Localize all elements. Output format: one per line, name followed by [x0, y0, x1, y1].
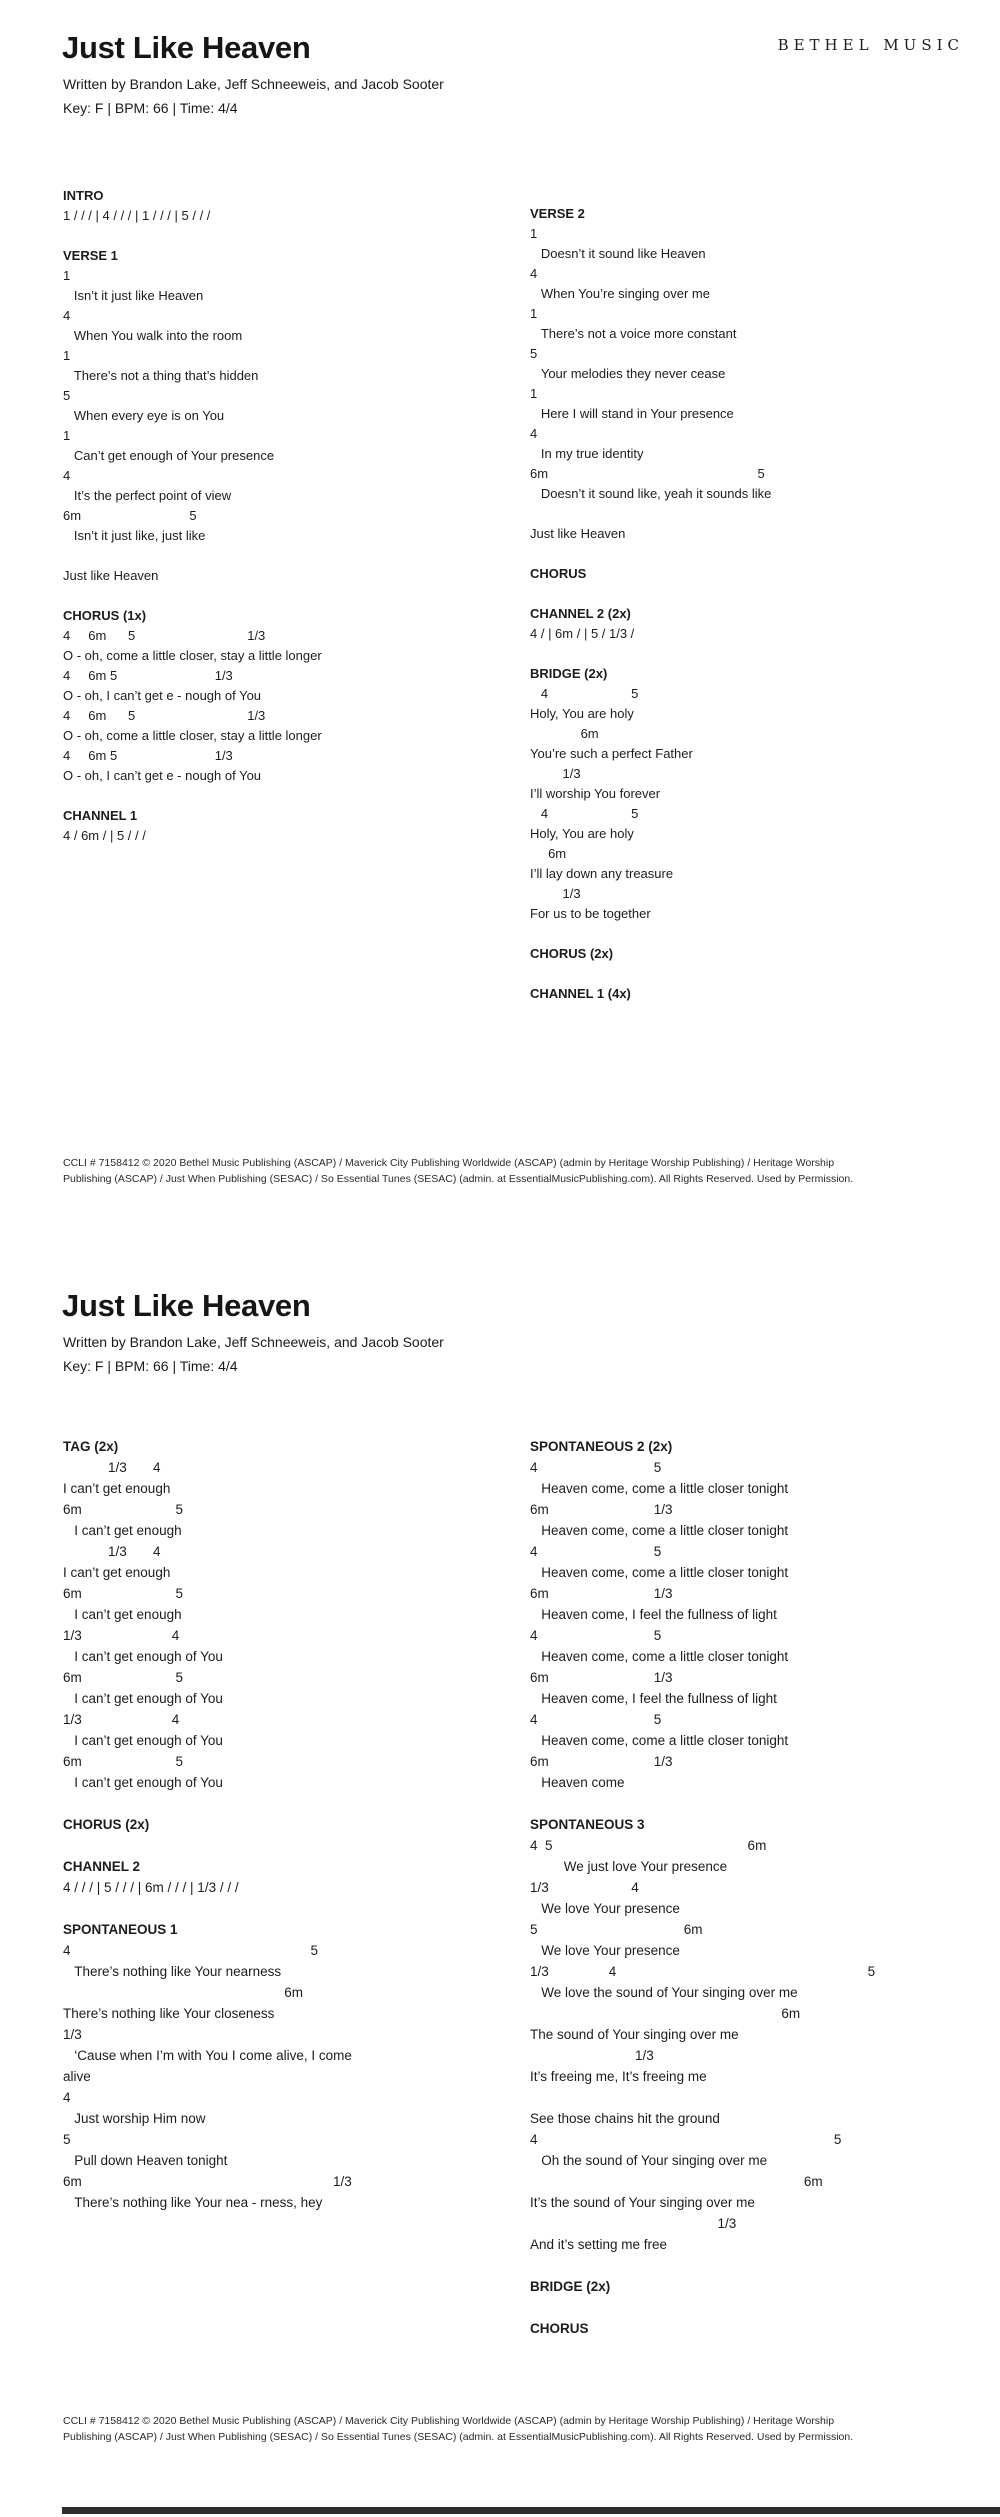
song-section — [63, 606, 493, 786]
song-section — [530, 564, 960, 584]
chart-line: For us to be together — [530, 906, 651, 921]
song-section — [63, 1436, 373, 1793]
chart-line: 6m 1/3 — [530, 1586, 673, 1601]
section-heading: CHANNEL 2 — [63, 1859, 141, 1874]
chart-line: 1/3 — [63, 2027, 82, 2042]
chart-line: Isn’t it just like, just like — [63, 528, 206, 543]
song-section — [530, 2276, 930, 2297]
chart-line: 1 — [530, 226, 538, 241]
chart-line: 1 — [63, 348, 71, 363]
chart-line: 6m 1/3 — [530, 1670, 673, 1685]
chart-line: I can’t get enough — [63, 1523, 182, 1538]
chart-line: Your melodies they never cease — [530, 366, 726, 381]
chart-line: ‘Cause when I’m with You I come alive, I come alive — [63, 2048, 356, 2084]
chart-line: 1/3 4 — [63, 1460, 161, 1475]
page-2 — [0, 1258, 1000, 2517]
chart-line: The sound of Your singing over me — [530, 2027, 739, 2042]
chart-line: There’s nothing like Your nearness — [63, 1964, 282, 1979]
bottom-divider-bar — [62, 2507, 1000, 2514]
chart-line: 1/3 4 — [530, 1880, 639, 1895]
chart-line — [530, 2087, 930, 2108]
chart-line: Holy, You are holy — [530, 706, 634, 721]
chart-line: Heaven come, come a little closer tonight — [530, 1523, 789, 1538]
chart-line: 4 / / / | 5 / / / | 6m / / / | 1/3 / / / — [63, 1880, 239, 1895]
chart-line: It’s freeing me, It’s freeing me — [530, 2069, 707, 2084]
chart-line: 6m — [63, 1985, 304, 2000]
chart-line: Just like Heaven — [530, 526, 626, 541]
song-section — [530, 664, 960, 924]
chart-line: 4 — [63, 2090, 71, 2105]
section-heading: CHANNEL 1 (4x) — [530, 986, 631, 1001]
chart-line: Doesn’t it sound like Heaven — [530, 246, 706, 261]
chart-line: Doesn’t it sound like, yeah it sounds like — [530, 486, 772, 501]
song-section — [530, 2318, 930, 2339]
chart-line: There’s nothing like Your nea - rness, hey — [63, 2195, 323, 2210]
chart-line: I can’t get enough of You — [63, 1775, 223, 1790]
song-section — [63, 246, 493, 586]
song-section — [530, 944, 960, 964]
chart-line: Pull down Heaven tonight — [63, 2153, 228, 2168]
chart-line: 1/3 4 5 — [530, 1964, 876, 1979]
chart-line: We love the sound of Your singing over me — [530, 1985, 798, 2000]
chart-line: 6m — [530, 726, 599, 741]
chart-line: We just love Your presence — [530, 1859, 728, 1874]
chart-line: 1 — [530, 306, 538, 321]
chart-line: When You’re singing over me — [530, 286, 710, 301]
chart-line: I can’t get enough of You — [63, 1733, 223, 1748]
song-section — [530, 1436, 930, 1793]
chart-line: O - oh, I can’t get e - nough of You — [63, 688, 262, 703]
writers-byline: Written by Brandon Lake, Jeff Schneeweis, and Jacob Sooter — [63, 76, 444, 92]
chart-line: I can’t get enough of You — [63, 1649, 223, 1664]
chart-line: 1/3 4 — [63, 1544, 161, 1559]
section-heading: CHANNEL 2 (2x) — [530, 606, 631, 621]
chart-column-right — [530, 1436, 930, 2360]
chart-column-right — [530, 204, 960, 1024]
song-section — [530, 1814, 930, 2255]
chart-column-left — [63, 186, 493, 866]
chart-line: When every eye is on You — [63, 408, 225, 423]
chart-line: I can’t get enough — [63, 1565, 171, 1580]
chart-line: 4 5 — [530, 1460, 662, 1475]
chart-line: 4 5 — [530, 806, 639, 821]
chart-line: 1/3 — [530, 2048, 654, 2063]
chart-line: 4 6m 5 1/3 — [63, 668, 233, 683]
chart-line: 6m 5 — [530, 466, 765, 481]
section-heading: BRIDGE (2x) — [530, 2279, 611, 2294]
chart-line: 6m — [530, 2006, 801, 2021]
chart-line: I’ll lay down any treasure — [530, 866, 674, 881]
chart-line: 1 — [63, 268, 71, 283]
section-heading: INTRO — [63, 188, 104, 203]
chart-line: 4 5 — [530, 1628, 662, 1643]
chart-line: 4 5 — [530, 1544, 662, 1559]
chart-line: I can’t get enough — [63, 1481, 171, 1496]
chart-line: We love Your presence — [530, 1901, 680, 1916]
chart-line: 5 — [63, 388, 71, 403]
song-section — [63, 806, 493, 846]
chart-line: 1/3 — [530, 886, 581, 901]
chart-line: 6m 5 — [63, 508, 197, 523]
key-bpm-time: Key: F | BPM: 66 | Time: 4/4 — [63, 100, 238, 116]
chart-line: 6m 5 — [63, 1754, 184, 1769]
chart-line: Heaven come — [530, 1775, 625, 1790]
chart-line: O - oh, come a little closer, stay a little longer — [63, 648, 322, 663]
chart-line: 6m — [530, 846, 567, 861]
chart-line: You’re such a perfect Father — [530, 746, 693, 761]
chart-line: 6m 1/3 — [530, 1754, 673, 1769]
section-heading: TAG (2x) — [63, 1439, 119, 1454]
chart-line: When You walk into the room — [63, 328, 243, 343]
section-heading: VERSE 2 — [530, 206, 585, 221]
section-heading: CHORUS — [530, 566, 587, 581]
chart-line: 6m — [530, 2174, 823, 2189]
chart-line: O - oh, I can’t get e - nough of You — [63, 768, 262, 783]
chart-line: 6m 1/3 — [530, 1502, 673, 1517]
chart-line: 1/3 — [530, 2216, 737, 2231]
chart-line: 1/3 4 — [63, 1628, 180, 1643]
chart-line: O - oh, come a little closer, stay a little longer — [63, 728, 322, 743]
chart-line: There’s not a voice more constant — [530, 326, 737, 341]
song-section — [63, 1919, 373, 2213]
section-heading: VERSE 1 — [63, 248, 118, 263]
ccli-copyright-footer: CCLI # 7158412 © 2020 Bethel Music Publishing (ASCAP) / Maverick City Publishing Worldwide (ASCAP) (admin by Heritage Worship Publishing) / Heritage Worship Publishing (ASCAP) / Just When Publishing (SESAC) / So Essential Tunes (SESAC) (admin. at EssentialMusicPublishing.com). All Rights Reserved. Used by Permission. — [63, 2415, 854, 2443]
chart-line: 4 6m 5 1/3 — [63, 708, 266, 723]
chart-line: 6m 5 — [63, 1670, 184, 1685]
section-heading: CHORUS (1x) — [63, 608, 147, 623]
song-section — [63, 1856, 373, 1898]
chart-line: Holy, You are holy — [530, 826, 634, 841]
chart-line: 1 / / / | 4 / / / | 1 / / / | 5 / / / — [63, 208, 211, 223]
chart-line: I can’t get enough — [63, 1607, 182, 1622]
chart-line: 6m 1/3 — [63, 2174, 352, 2189]
chart-line: I can’t get enough of You — [63, 1691, 223, 1706]
chart-line: 4 — [530, 266, 538, 281]
song-section — [530, 604, 960, 644]
chart-line: It’s the perfect point of view — [63, 488, 232, 503]
song-section — [63, 1814, 373, 1835]
chart-line: 1/3 4 — [63, 1712, 180, 1727]
song-title: Just Like Heaven — [62, 1288, 311, 1323]
chart-line — [530, 504, 960, 524]
chart-line: 6m 5 — [63, 1586, 184, 1601]
chart-line: 4 5 — [530, 1712, 662, 1727]
section-heading: SPONTANEOUS 3 — [530, 1817, 645, 1832]
chart-line: 1/3 — [530, 766, 581, 781]
chart-line: Heaven come, come a little closer tonight — [530, 1649, 789, 1664]
chart-line: 4 — [530, 426, 538, 441]
chart-line: 1 — [530, 386, 538, 401]
section-heading: CHORUS — [530, 2321, 589, 2336]
chart-line: Heaven come, I feel the fullness of light — [530, 1691, 777, 1706]
chart-line: 1 — [63, 428, 71, 443]
chart-line: 6m 5 — [63, 1502, 184, 1517]
chart-line: 4 5 6m — [530, 1838, 767, 1853]
chart-line: There’s nothing like Your closeness — [63, 2006, 275, 2021]
chart-line: It’s the sound of Your singing over me — [530, 2195, 755, 2210]
page-1 — [0, 0, 1000, 1258]
chart-line: There’s not a thing that’s hidden — [63, 368, 259, 383]
ccli-copyright-footer: CCLI # 7158412 © 2020 Bethel Music Publishing (ASCAP) / Maverick City Publishing Worldwide (ASCAP) (admin by Heritage Worship Publishing) / Heritage Worship Publishing (ASCAP) / Just When Publishing (SESAC) / So Essential Tunes (SESAC) (admin. at EssentialMusicPublishing.com). All Rights Reserved. Used by Permission. — [63, 1157, 854, 1185]
song-section — [530, 204, 960, 544]
section-heading: SPONTANEOUS 2 (2x) — [530, 1439, 673, 1454]
chart-line: 4 5 — [530, 686, 639, 701]
chart-line: Heaven come, I feel the fullness of light — [530, 1607, 777, 1622]
section-heading: BRIDGE (2x) — [530, 666, 608, 681]
chart-line: Just worship Him now — [63, 2111, 206, 2126]
section-heading: SPONTANEOUS 1 — [63, 1922, 178, 1937]
chart-line: 4 / | 6m / | 5 / 1/3 / — [530, 626, 635, 641]
writers-byline: Written by Brandon Lake, Jeff Schneeweis, and Jacob Sooter — [63, 1334, 444, 1350]
section-heading: CHORUS (2x) — [63, 1817, 150, 1832]
chart-line: 5 — [530, 346, 538, 361]
chart-line: 4 — [63, 468, 71, 483]
chart-line: Oh the sound of Your singing over me — [530, 2153, 768, 2168]
song-section — [530, 984, 960, 1004]
chart-line: 4 5 — [530, 2132, 842, 2147]
chart-line: 4 6m 5 1/3 — [63, 628, 266, 643]
chart-line: In my true identity — [530, 446, 644, 461]
chart-line: 4 6m 5 1/3 — [63, 748, 233, 763]
chart-line: Isn’t it just like Heaven — [63, 288, 204, 303]
chart-line: Just like Heaven — [63, 568, 159, 583]
chart-line: Heaven come, come a little closer tonight — [530, 1481, 789, 1496]
chart-line — [63, 546, 493, 566]
chart-line: 5 — [63, 2132, 71, 2147]
key-bpm-time: Key: F | BPM: 66 | Time: 4/4 — [63, 1358, 238, 1374]
chart-line: Can’t get enough of Your presence — [63, 448, 275, 463]
section-heading: CHANNEL 1 — [63, 808, 138, 823]
chart-line: See those chains hit the ground — [530, 2111, 720, 2126]
chart-line: We love Your presence — [530, 1943, 680, 1958]
chart-line: 4 / 6m / | 5 / / / — [63, 828, 146, 843]
chart-line: 4 — [63, 308, 71, 323]
section-heading: CHORUS (2x) — [530, 946, 614, 961]
song-section — [63, 186, 493, 226]
chart-column-left — [63, 1436, 373, 2234]
chart-line: 5 6m — [530, 1922, 703, 1937]
bethel-music-logo: BETHEL MUSIC — [777, 36, 964, 54]
chart-line: Heaven come, come a little closer tonight — [530, 1565, 789, 1580]
chart-line: 4 5 — [63, 1943, 319, 1958]
chart-line: And it’s setting me free — [530, 2237, 668, 2252]
song-title: Just Like Heaven — [62, 30, 311, 65]
chart-line: Here I will stand in Your presence — [530, 406, 734, 421]
chart-line: Heaven come, come a little closer tonight — [530, 1733, 789, 1748]
chart-line: I’ll worship You forever — [530, 786, 661, 801]
